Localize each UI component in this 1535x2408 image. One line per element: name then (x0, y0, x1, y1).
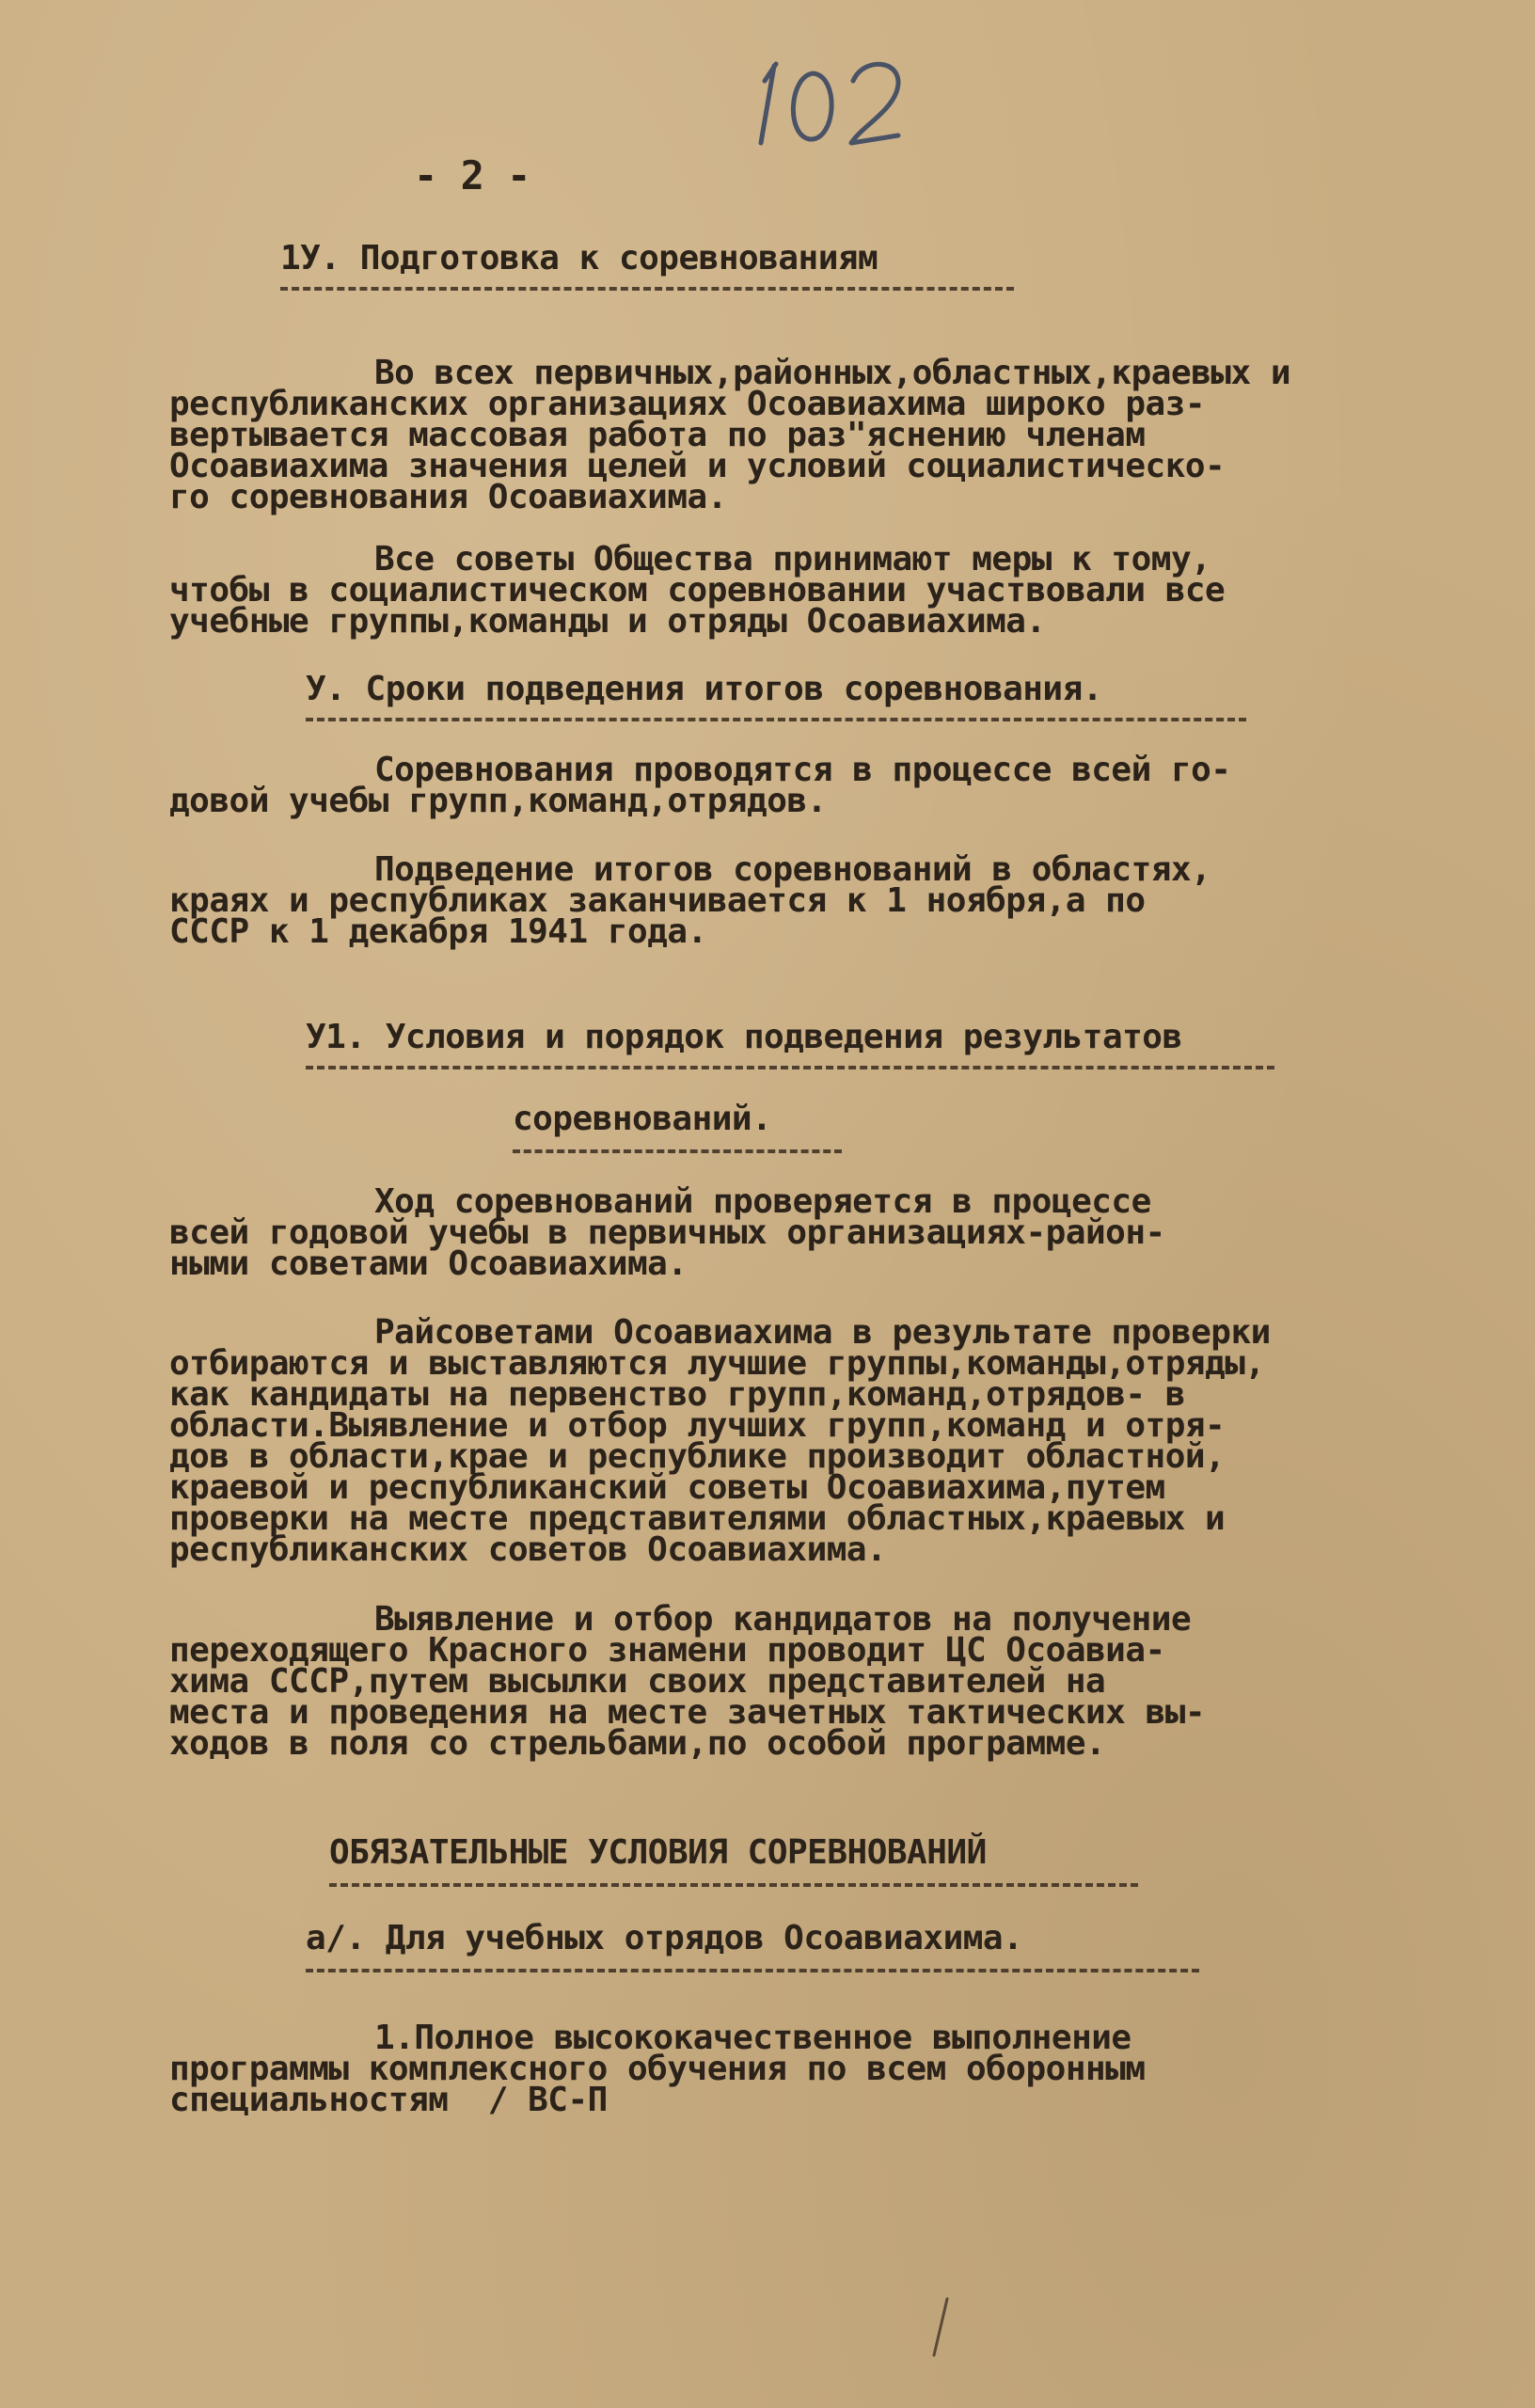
s6-p3-line4: места и проведения на месте зачетных тактических вы- (169, 1693, 1206, 1732)
s4-p1-line3: вертывается массовая работа по раз"яснению членам (169, 416, 1146, 454)
item1-line1: 1.Полное высококачественное выполнение (374, 2019, 1131, 2057)
sub-a-heading: а/. Для учебных отрядов Осоавиахима. (306, 1919, 1023, 1957)
page-number: - 2 - (414, 152, 530, 198)
s6-p3-line5: ходов в поля со стрельбами,по особой программе. (169, 1724, 1106, 1763)
s4-p1-line5: го соревнования Осоавиахима. (169, 478, 727, 516)
handwritten-folio-number (748, 38, 917, 160)
item1-line2: программы комплексного обучения по всем оборонным (169, 2050, 1146, 2088)
section-5-heading: У. Сроки подведения итогов соревнования. (306, 670, 1102, 708)
pencil-mark (926, 2295, 955, 2361)
s5-p2-line1: Подведение итогов соревнований в областях, (374, 850, 1211, 889)
section-6-underline-2 (513, 1149, 842, 1153)
s6-p2-line6: краевой и республиканский советы Осоавиахима,путем (169, 1468, 1165, 1507)
mandatory-conditions-underline (329, 1883, 1138, 1887)
s4-p2-line1: Все советы Общества принимают меры к тому, (374, 540, 1211, 578)
s6-p2-line4: области.Выявление и отбор лучших групп,команд и отря- (169, 1406, 1226, 1445)
s5-p2-line2: краях и республиках заканчивается к 1 ноября,а по (169, 881, 1146, 920)
item1-line3: специальностям / ВС-П (169, 2081, 608, 2119)
s6-p1-line3: ными советами Осоавиахима. (169, 1244, 688, 1283)
s6-p2-line2: отбираются и выставляются лучшие группы,команды,отряды, (169, 1344, 1265, 1383)
s4-p1-line4: Осоавиахима значения целей и условий социалистическо- (169, 447, 1226, 485)
section-4-heading: 1У. Подготовка к соревнованиям (280, 239, 878, 277)
s6-p1-line1: Ход соревнований проверяется в процессе (374, 1182, 1151, 1221)
mandatory-conditions-heading: ОБЯЗАТЕЛЬНЫЕ УСЛОВИЯ СОРЕВНОВАНИЙ (329, 1833, 987, 1872)
s4-p2-line2: чтобы в социалистическом соревновании участвовали все (169, 571, 1226, 610)
section-6-heading-line1: У1. Условия и порядок подведения результатов (306, 1018, 1182, 1056)
s6-p3-line2: переходящего Красного знамени проводит ЦС Осоавиа- (169, 1631, 1165, 1670)
s6-p2-line8: республиканских советов Осоавиахима. (169, 1530, 887, 1569)
s5-p1-line2: довой учебы групп,команд,отрядов. (169, 782, 827, 820)
s6-p3-line3: хима СССР,путем высылки своих представителей на (169, 1662, 1106, 1701)
s6-p1-line2: всей годовой учебы в первичных организациях-район- (169, 1213, 1165, 1252)
section-6-underline-1 (306, 1066, 1274, 1069)
section-6-heading-line2: соревнований. (513, 1100, 772, 1138)
s4-p1-line1: Во всех первичных,районных,областных,краевых и (374, 354, 1290, 392)
sub-a-underline (306, 1969, 1199, 1972)
s4-p1-line2: республиканских организациях Осоавиахима широко раз- (169, 385, 1206, 423)
s6-p2-line3: как кандидаты на первенство групп,команд,отрядов- в (169, 1375, 1185, 1414)
s6-p2-line7: проверки на месте представителями областных,краевых и (169, 1499, 1226, 1538)
s6-p2-line1: Райсоветами Осоавиахима в результате проверки (374, 1313, 1271, 1352)
s6-p3-line1: Выявление и отбор кандидатов на получение (374, 1600, 1192, 1639)
section-4-underline (280, 287, 1014, 291)
s5-p1-line1: Соревнования проводятся в процессе всей го- (374, 751, 1231, 789)
s6-p2-line5: дов в области,крае и республике производит областной, (169, 1437, 1226, 1476)
section-5-underline (306, 718, 1246, 721)
s5-p2-line3: СССР к 1 декабря 1941 года. (169, 912, 707, 951)
s4-p2-line3: учебные группы,команды и отряды Осоавиахима. (169, 602, 1046, 641)
